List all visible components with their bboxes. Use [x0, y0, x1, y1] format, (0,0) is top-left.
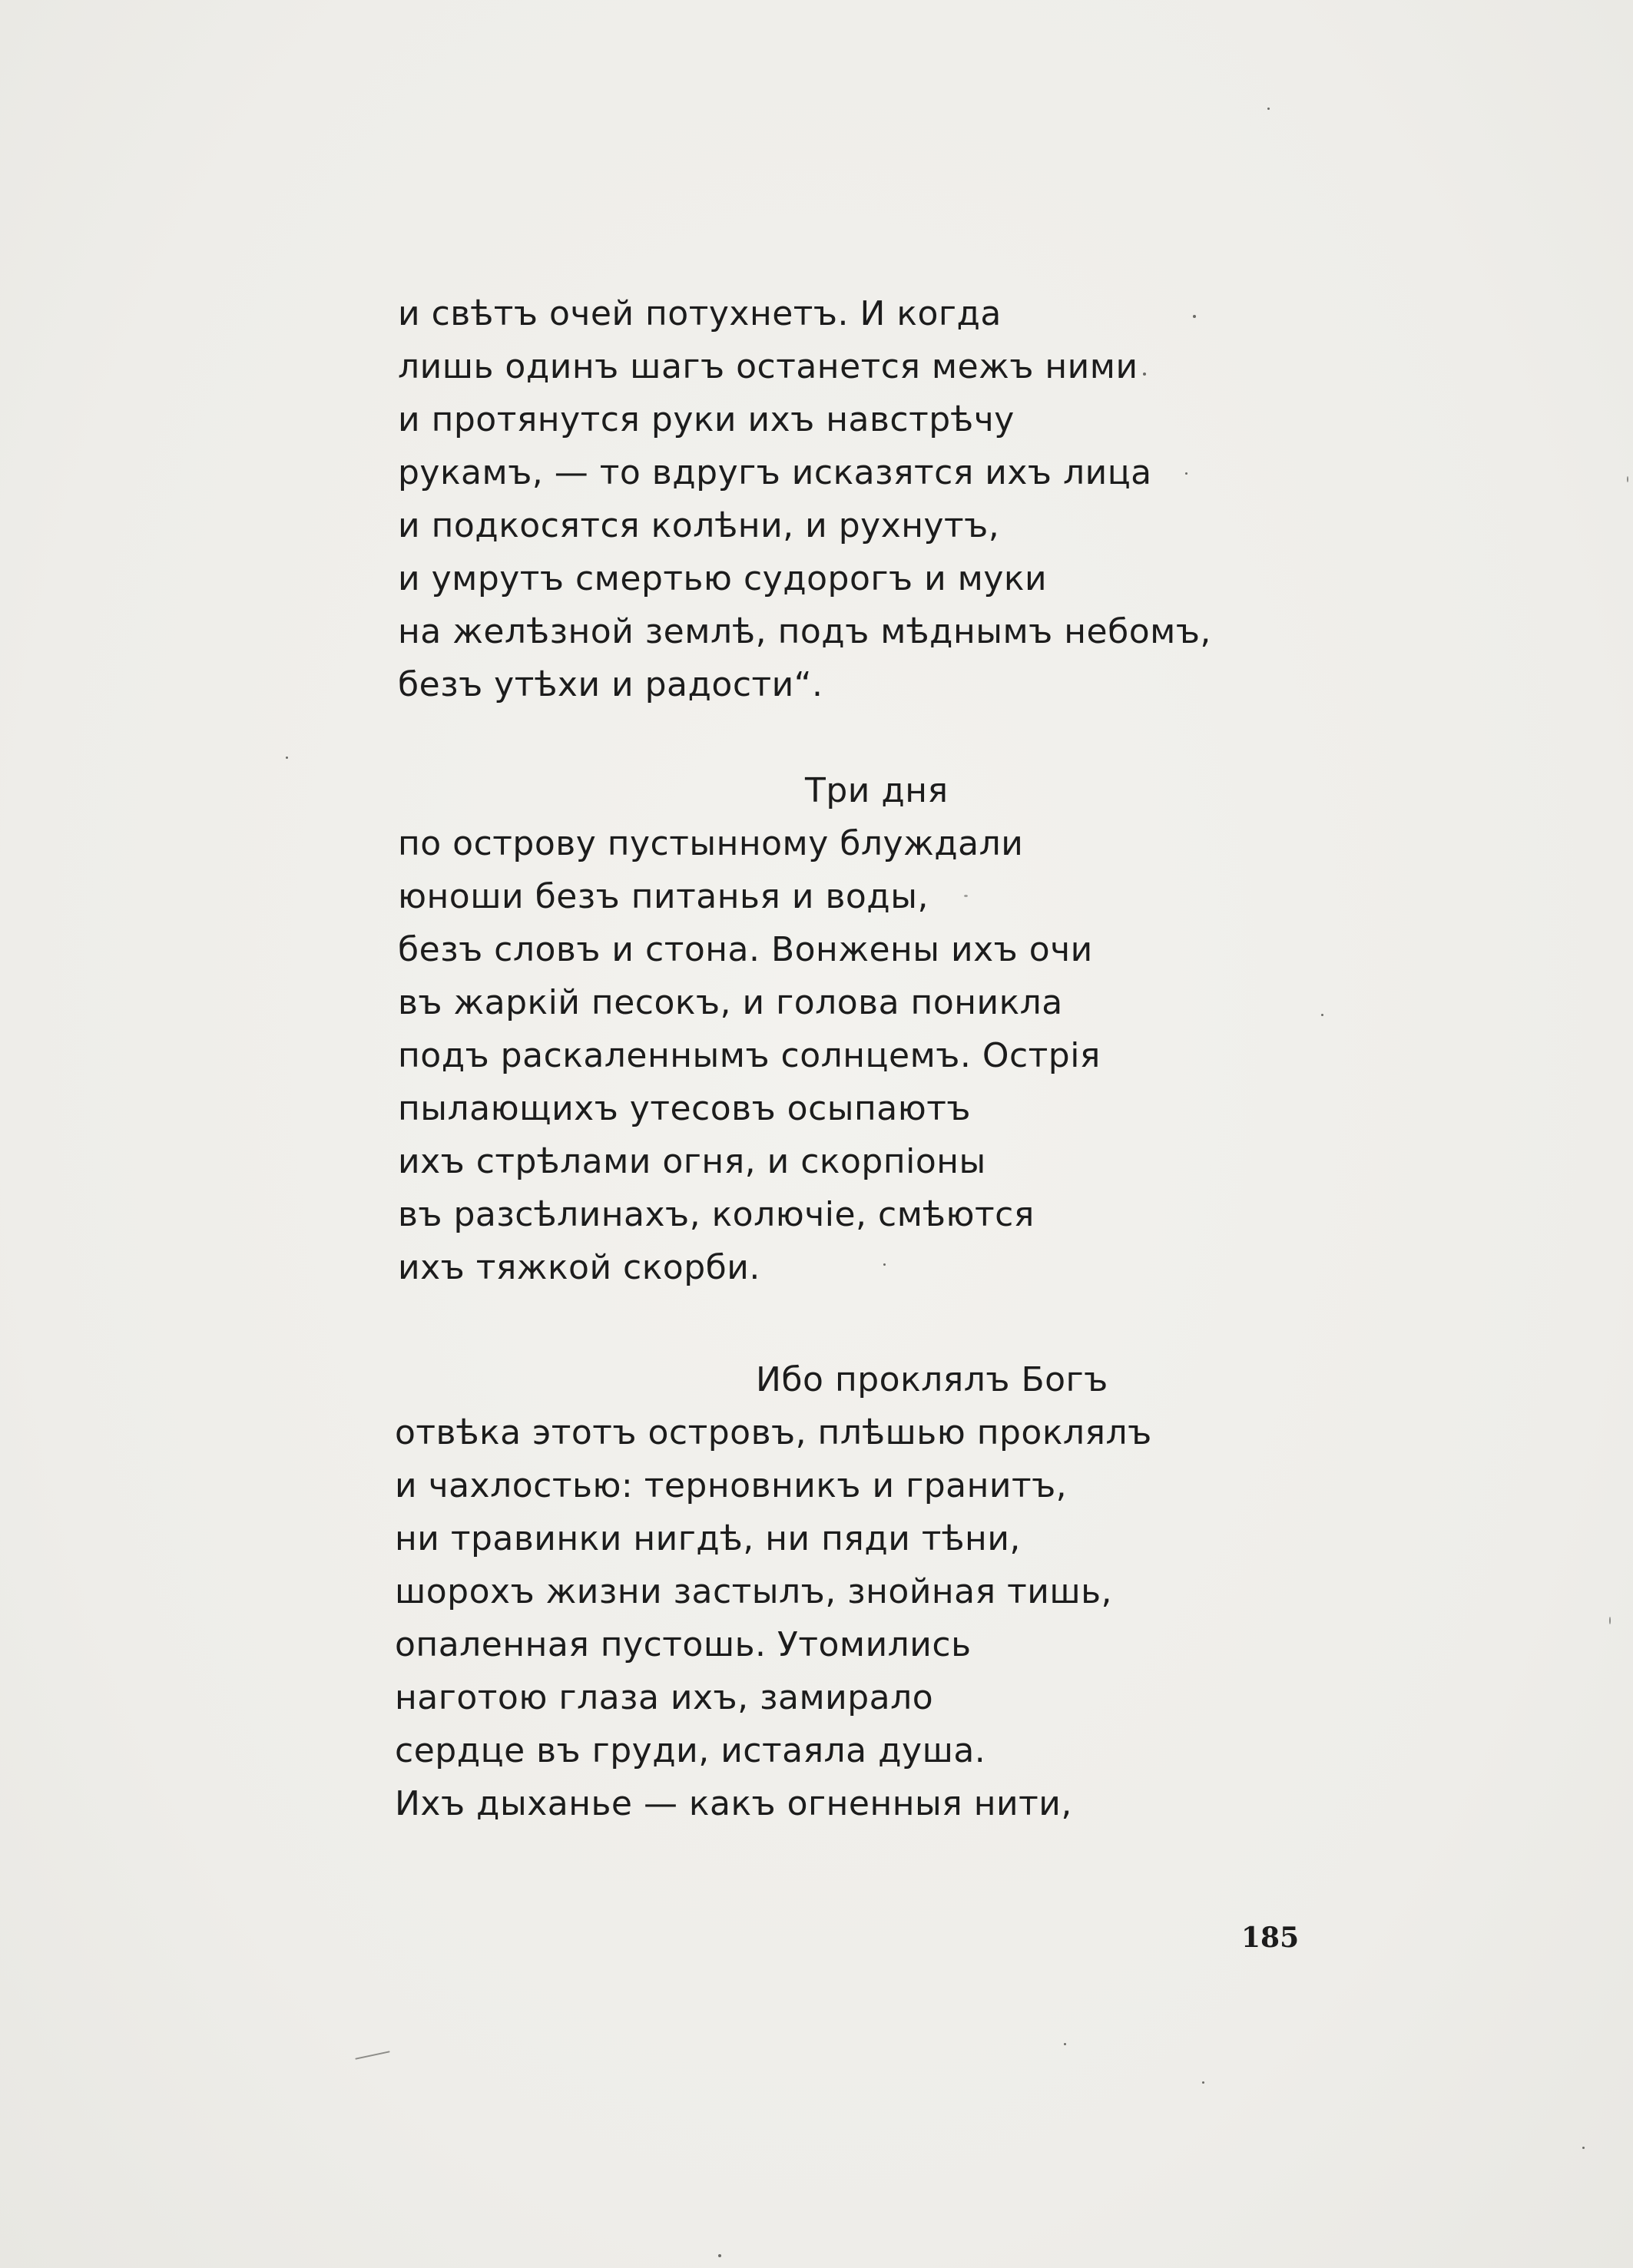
paper-speck — [1064, 2043, 1066, 2045]
text-line: и чахлостью: терновникъ и гранитъ, — [395, 1466, 1068, 1505]
text-line: сердце въ груди, истаяла душа. — [395, 1731, 986, 1770]
text-line: ихъ тяжкой скорби. — [398, 1248, 760, 1287]
text-line: шорохъ жизни застылъ, знойная тишь, — [395, 1572, 1113, 1611]
paper-speck — [1321, 1014, 1323, 1016]
paper-speck — [1582, 2147, 1585, 2149]
paper-speck — [1609, 1617, 1611, 1624]
paper-speck — [1267, 108, 1270, 110]
paper-speck — [1185, 472, 1187, 475]
text-line: ни травинки нигдѣ, ни пяди тѣни, — [395, 1519, 1021, 1558]
text-line: наготою глаза ихъ, замирало — [395, 1678, 934, 1717]
paper-speck — [718, 2254, 721, 2257]
paper-speck — [1193, 315, 1196, 318]
text-line: Ихъ дыханье — какъ огненныя нити, — [395, 1784, 1072, 1823]
paper-speck — [1143, 372, 1146, 376]
text-line: Три дня — [805, 771, 949, 810]
text-line: и подкосятся колѣни, и рухнутъ, — [398, 506, 1000, 545]
text-line: безъ словъ и стона. Вонжены ихъ очи — [398, 930, 1093, 969]
paper-speck — [1202, 2081, 1204, 2084]
text-line: на желѣзной землѣ, подъ мѣднымъ небомъ, — [398, 612, 1211, 651]
paper-speck — [1627, 476, 1628, 482]
text-line: и свѣтъ очей потухнетъ. И когда — [398, 294, 1002, 333]
paper-speck — [286, 757, 288, 759]
text-line: юноши безъ питанья и воды, — [398, 877, 929, 916]
paper-scratch — [355, 2051, 389, 2060]
paper-speck — [883, 1263, 886, 1266]
text-line: по острову пустынному блуждали — [398, 824, 1024, 863]
text-line: въ жаркій песокъ, и голова поникла — [398, 983, 1063, 1022]
paper-speck — [964, 895, 968, 897]
text-line: опаленная пустошь. Утомились — [395, 1625, 972, 1664]
page-number: 185 — [1241, 1922, 1300, 1954]
text-line: подъ раскаленнымъ солнцемъ. Острія — [398, 1036, 1101, 1075]
text-line: отвѣка этотъ островъ, плѣшью проклялъ — [395, 1413, 1152, 1452]
text-line: пылающихъ утесовъ осыпаютъ — [398, 1089, 971, 1128]
text-line: рукамъ, — то вдругъ исказятся ихъ лица — [398, 453, 1152, 492]
text-line: Ибо проклялъ Богъ — [756, 1360, 1108, 1399]
text-line: въ разсѣлинахъ, колючіе, смѣются — [398, 1195, 1035, 1234]
text-line: и умрутъ смертью судорогъ и муки — [398, 559, 1048, 598]
text-line: ихъ стрѣлами огня, и скорпіоны — [398, 1142, 986, 1181]
text-line: и протянутся руки ихъ навстрѣчу — [398, 400, 1015, 439]
text-line: безъ утѣхи и радости“. — [398, 665, 823, 704]
text-line: лишь одинъ шагъ останется межъ ними — [398, 347, 1138, 386]
